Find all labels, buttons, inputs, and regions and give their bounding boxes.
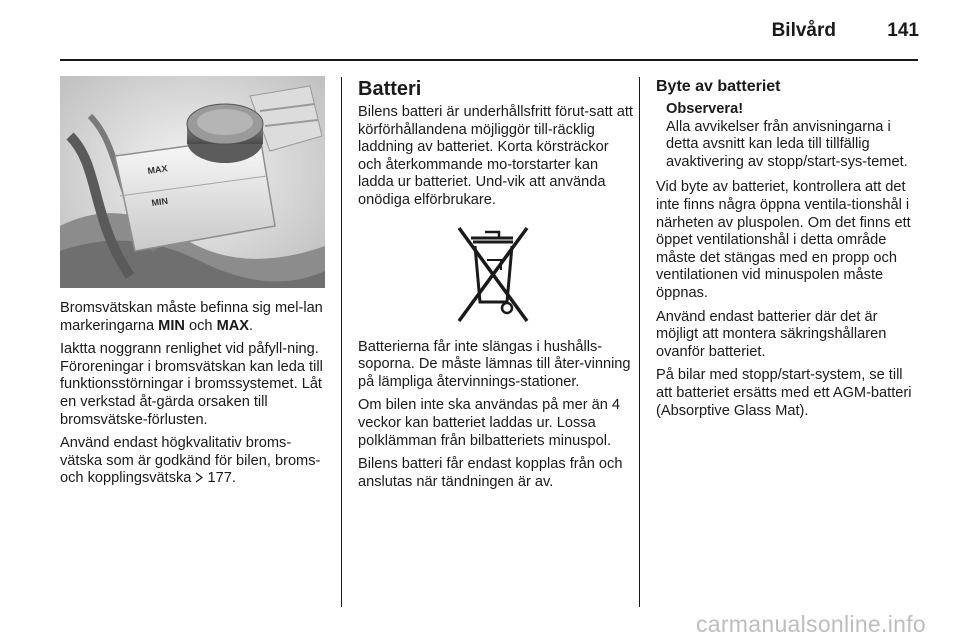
brake-fluid-reservoir-photo: [60, 76, 325, 288]
column-1: [60, 300, 330, 494]
paragraph-battery-disconnect: Bilens batteri får endast kopplas från och anslutas när tändningen är av.: [358, 456, 623, 490]
crossed-out-wheelie-bin-icon: [455, 224, 531, 325]
max-marking: MAX: [216, 317, 249, 334]
column-divider-1: [341, 77, 342, 607]
min-marking-label: MIN: [150, 195, 169, 208]
page-number: 141: [887, 20, 919, 41]
notice-title: Observera!: [666, 101, 744, 117]
paragraph-min-max: Bromsvätskan måste befinna sig mel-lan markeringarna MIN och MAX.: [60, 300, 323, 334]
paragraph-battery-maintenance: Bilens batteri är underhållsfritt förut-satt att körförhållandena möjliggör till-räcklig laddning av batteriet. Korta körsträckor och återkommande mo-torstarter kan ladda ur batteriet. Und-vik att använda onödiga elförbrukare.: [358, 104, 633, 208]
paragraph-ventilation: Vid byte av batteriet, kontrollera att det inte finns några öppna ventila-tionshål i närheten av pluspolen. Om det finns ett öppet ventilationshål i detta område måste det stängas med en propp och ventilationen vid minuspolen måste öppnas.: [656, 179, 911, 301]
paragraph-fuse-holder: Använd endast batterier där det är möjligt att montera säkringshållaren ovanför batteriet.: [656, 308, 887, 360]
paragraph-agm-battery: På bilar med stopp/start-system, se till att batteriet ersätts med ett AGM-batteri (Absorptive Glass Mat).: [656, 367, 912, 419]
max-marking-label: MAX: [146, 163, 169, 176]
paragraph-fluid-quality: Använd endast högkvalitativ broms-vätska som är godkänd för bilen, broms- och kopplingsvätska 177.: [60, 435, 321, 487]
column-2: [358, 77, 634, 497]
notice-text: Alla avvikelser från anvisningarna i detta avsnitt kan leda till tillfällig avaktivering av stopp/start-sys-temet.: [666, 118, 908, 170]
paragraph-battery-disposal: Batterierna får inte slängas i hushålls-soporna. De måste lämnas till åter-vinning på lämpliga återvinnings-stationer.: [358, 338, 631, 390]
section-title: Bilvård: [771, 20, 836, 41]
watermark: carmanualsonline.info: [695, 611, 926, 637]
paragraph-battery-discharge: Om bilen inte ska användas på mer än 4 veckor kan batteriet laddas ur. Lossa polklämman från bilbatteriets minuspol.: [358, 397, 621, 449]
battery-replacement-heading: Byte av batteriet: [656, 78, 781, 95]
notice-box: [656, 101, 920, 171]
reservoir-illustration: [60, 76, 325, 288]
page-header: [0, 0, 960, 62]
column-divider-2: [639, 77, 640, 607]
page-reference: 177.: [203, 470, 236, 487]
header-rule: [60, 59, 918, 61]
battery-heading: Batteri: [358, 78, 422, 100]
min-marking: MIN: [158, 317, 185, 334]
column-3: [656, 77, 920, 426]
paragraph-cleanliness: Iaktta noggrann renlighet vid påfyll-ning. Föroreningar i bromsvätskan kan leda till funktionsstörningar i bromssystemet. Låt en verkstad åt-gärda orsaken till bromsvätske-förlusten.: [60, 341, 323, 428]
